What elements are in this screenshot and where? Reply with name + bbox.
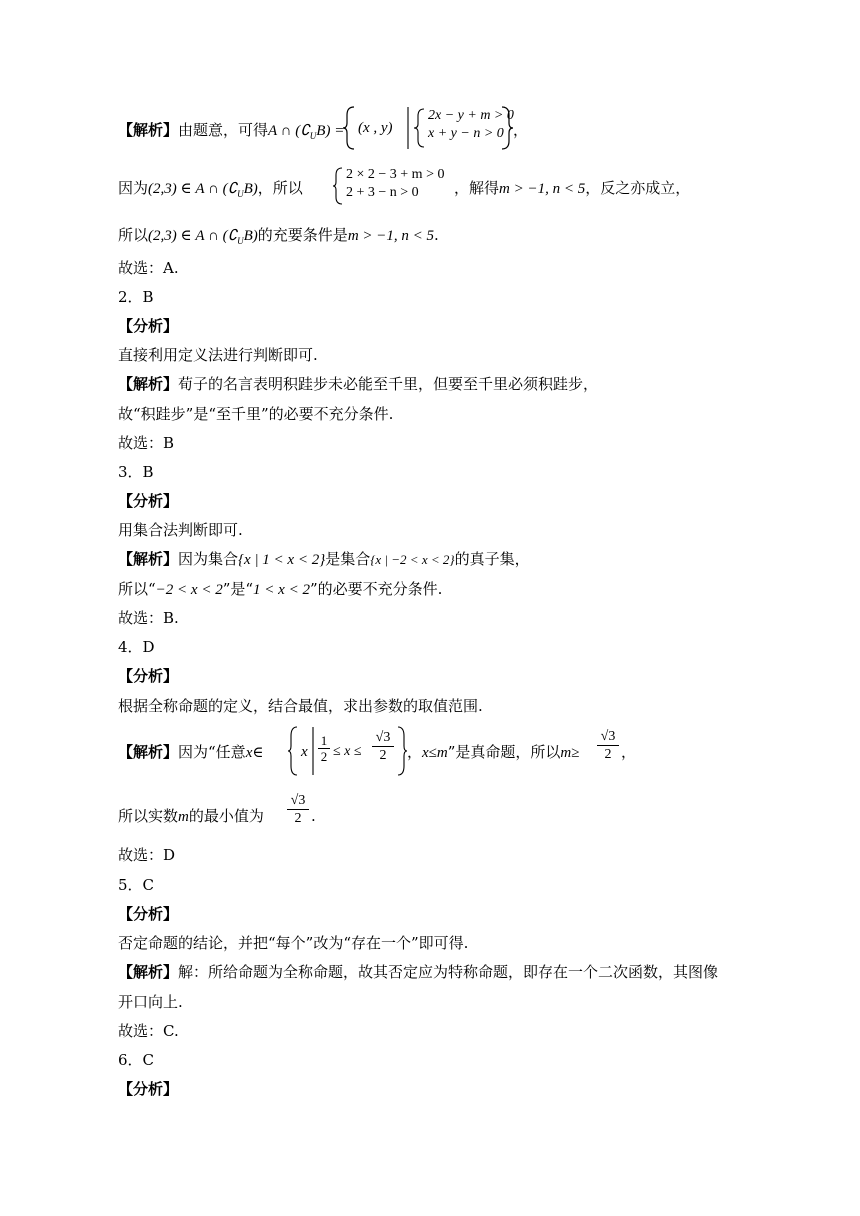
q3-number: 3．B — [118, 463, 154, 481]
analysis-label: 【解析】 — [118, 121, 179, 139]
analysis-text: 直接利用定义法进行判断即可. — [118, 346, 318, 364]
numerator: √3 — [600, 729, 616, 744]
q1-line2b — [454, 178, 690, 199]
math-expr: {x | 1 < x < 2} — [238, 552, 326, 568]
text: 由题意，可得 — [178, 121, 269, 139]
math-expr: −2 < x < 2 — [155, 582, 223, 598]
math-expr: m > −1, n < 5 — [347, 228, 435, 244]
math-expr: B) — [243, 228, 258, 244]
denominator: 2 — [294, 811, 302, 826]
q1-answer: 故选：A. — [118, 259, 179, 277]
math-sub: U — [309, 131, 317, 141]
q4-answer: 故选：D — [118, 846, 176, 864]
text: ， — [513, 121, 529, 139]
solution-label: 【解析】 — [118, 375, 179, 393]
system-eq — [346, 166, 444, 202]
numerator: √3 — [290, 793, 306, 808]
q2-answer: 故选：B — [118, 434, 175, 452]
math-expr: {x | −2 < x < 2} — [370, 552, 455, 567]
denominator: 2 — [604, 747, 612, 762]
text: 的充要条件是 — [257, 226, 348, 244]
analysis-text: 根据全称命题的定义，结合最值，求出参数的取值范围. — [118, 697, 483, 715]
denominator: 2 — [379, 748, 387, 763]
math-sub: U — [237, 236, 244, 246]
q1-line2 — [118, 178, 303, 204]
math-var: m — [178, 809, 189, 825]
text: 所以实数 — [118, 807, 179, 825]
math-expr: 1 < x < 2 — [253, 582, 310, 598]
analysis-heading: 【分析】 — [118, 492, 179, 510]
q3-answer: 故选：B. — [118, 609, 179, 627]
math-expr: B) — [243, 181, 258, 197]
inequality: ≤ x ≤ — [333, 744, 362, 759]
math-expr: (2,3) ∈ A ∩ (∁ — [148, 228, 238, 244]
math-expr: m > −1, n < 5 — [499, 181, 586, 197]
solution-label: 【解析】 — [118, 550, 179, 568]
q1-line1 — [118, 120, 344, 146]
text: . — [434, 226, 439, 244]
solution-line-b — [407, 742, 580, 763]
math-expr: A ∩ (∁ — [268, 123, 310, 139]
text: 因为 — [118, 179, 149, 197]
text: 荀子的名言表明积跬步未必能至千里，但要至千里必须积跬步， — [178, 375, 599, 393]
fraction-sqrt3 — [597, 728, 619, 763]
bar-brace — [406, 105, 426, 151]
solution-line — [118, 742, 263, 763]
solution-text: 开口向上. — [118, 993, 183, 1011]
text: . — [311, 807, 316, 825]
text: ，反之亦成立， — [585, 179, 691, 197]
numerator: 1 — [320, 733, 328, 748]
eq-line: 2 × 2 − 3 + m > 0 — [346, 167, 445, 182]
q2-number: 2．B — [118, 288, 154, 306]
text: ”是真命题，所以 — [447, 743, 561, 761]
numerator: √3 — [375, 730, 391, 745]
math-expr: (2,3) ∈ A ∩ (∁ — [148, 181, 238, 197]
text: ， — [621, 743, 637, 761]
q5-number: 5．C — [118, 876, 155, 894]
fraction-sqrt3 — [372, 729, 394, 764]
solution-line2 — [118, 806, 264, 827]
fraction-half — [318, 733, 330, 764]
analysis-text: 用集合法判断即可. — [118, 521, 243, 539]
text: ，所以 — [257, 179, 303, 197]
text: 的最小值为 — [188, 807, 264, 825]
analysis-heading: 【分析】 — [118, 905, 179, 923]
math-expr: B) = — [316, 123, 345, 139]
solution-line2 — [118, 579, 442, 600]
q6-number: 6．C — [118, 1051, 155, 1069]
math-sub: U — [237, 189, 244, 199]
text: 的真子集， — [454, 550, 530, 568]
q5-answer: 故选：C. — [118, 1022, 179, 1040]
set-var: x — [301, 744, 308, 760]
math-expr: x∈ — [245, 745, 264, 761]
solution-label: 【解析】 — [118, 743, 179, 761]
analysis-heading: 【分析】 — [118, 667, 179, 685]
eq-line: x + y − n > 0 — [428, 126, 504, 141]
q4-number: 4．D — [118, 638, 155, 656]
solution-text: 故“积跬步”是“至千里”的必要不充分条件. — [118, 405, 394, 423]
left-brace — [287, 725, 299, 777]
solution-line — [118, 962, 718, 982]
eq-line: 2x − y + m > 0 — [428, 108, 514, 123]
eq-line: 2 + 3 − n > 0 — [346, 185, 419, 200]
set-var: (x , y) — [358, 120, 393, 136]
text: ”是“ — [222, 580, 254, 598]
text: 因为集合 — [178, 550, 239, 568]
text: ”的必要不充分条件. — [309, 580, 443, 598]
left-brace — [332, 166, 344, 206]
q1-line3 — [118, 225, 439, 251]
text: 所以 — [118, 226, 149, 244]
analysis-text: 否定命题的结论，并把“每个”改为“存在一个”即可得. — [118, 934, 469, 952]
text: 因为“任意 — [178, 743, 246, 761]
analysis-heading: 【分析】 — [118, 1080, 179, 1098]
solution-label: 【解析】 — [118, 963, 179, 981]
text: 是集合 — [325, 550, 371, 568]
math-expr: x≤m — [422, 745, 448, 761]
analysis-heading: 【分析】 — [118, 317, 179, 335]
text: ， — [407, 743, 423, 761]
solution-line — [118, 374, 598, 394]
left-brace — [342, 105, 356, 151]
right-brace — [500, 105, 514, 151]
set-bar — [311, 725, 315, 777]
math-expr: m≥ — [560, 745, 580, 761]
solution-line — [118, 549, 530, 570]
fraction-sqrt3 — [287, 792, 309, 827]
text: ，解得 — [454, 179, 500, 197]
text: 所以“ — [118, 580, 156, 598]
text: 解：所给命题为全称命题，故其否定应为特称命题，即存在一个二次函数，其图像 — [178, 963, 719, 981]
denominator: 2 — [320, 749, 328, 764]
